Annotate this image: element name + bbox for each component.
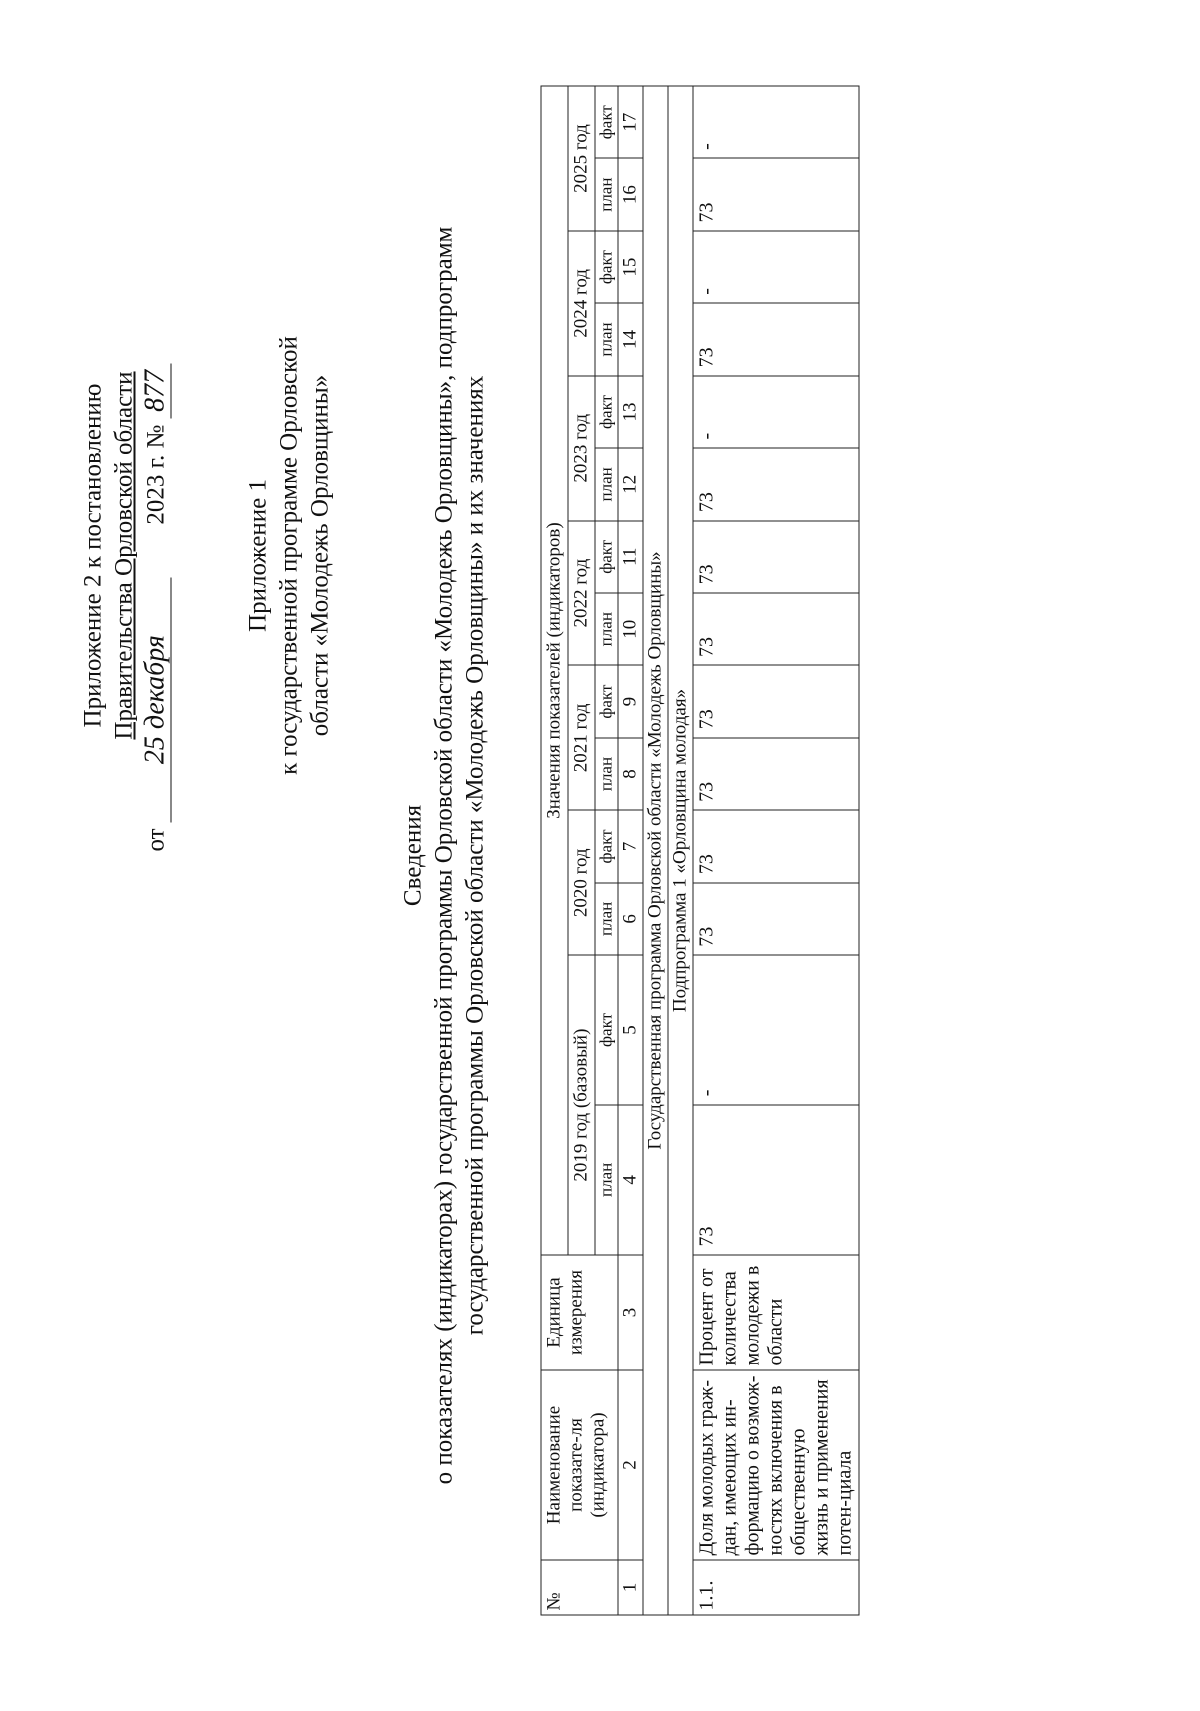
value-cell: 73 [693, 738, 859, 811]
section-program-title: Государственная программа Орловской области «Молодежь Орловщины» [643, 86, 668, 1615]
fact-header: факт [595, 86, 618, 158]
section-subprogram-title: Подпрограмма 1 «Орловщина молодая» [668, 86, 693, 1615]
value-cell: 73 [693, 521, 859, 593]
fact-header: факт [595, 231, 618, 303]
index-cell: 1 [618, 1560, 643, 1615]
col-header-name: Наименование показате-ля (индикатора) [541, 1370, 618, 1560]
value-cell: - [693, 376, 859, 448]
indicators-table [541, 86, 860, 1616]
index-cell: 6 [618, 883, 643, 956]
plan-header: план [595, 448, 618, 521]
title-line2: о показателях (индикаторах) государственной программы Орловской области «Молодежь Орловщины», подпрограмм [430, 226, 458, 1485]
year-header: 2021 год [568, 666, 595, 811]
index-cell: 8 [618, 738, 643, 811]
index-cell: 10 [618, 593, 643, 666]
appendix-line1: Приложение 1 [244, 479, 272, 632]
index-cell: 14 [618, 303, 643, 376]
col-header-unit: Единица измерения [541, 1255, 618, 1370]
appendix-block [243, 246, 336, 866]
approval-line1: Приложение 2 к постановлению [79, 383, 107, 728]
index-cell: 15 [618, 231, 643, 303]
plan-header: план [595, 1105, 618, 1255]
index-cell: 17 [618, 86, 643, 158]
value-cell: 73 [693, 303, 859, 376]
index-cell: 13 [618, 376, 643, 448]
index-cell: 3 [618, 1255, 643, 1370]
title-line1: Сведения [399, 804, 427, 907]
value-cell: 73 [693, 810, 859, 882]
section-row-program [643, 86, 668, 1615]
fact-header: факт [595, 376, 618, 448]
col-header-values: Значения показателей (индикаторов) [541, 86, 568, 1255]
fact-header: факт [595, 955, 618, 1105]
index-cell: 5 [618, 955, 643, 1105]
value-cell: 73 [693, 666, 859, 738]
row-indicator-name: Доля молодых граж-дан, имеющих ин-формацию о возмож-ностях включения в общественную жизнь и применения потен-циала [693, 1370, 859, 1560]
plan-header: план [595, 593, 618, 666]
plan-header: план [595, 303, 618, 376]
year-label: 2023 г. № [142, 424, 170, 525]
value-cell: 73 [693, 448, 859, 521]
plan-header: план [595, 158, 618, 231]
year-header: 2025 год [568, 86, 595, 231]
index-cell: 2 [618, 1370, 643, 1560]
approval-block [78, 246, 172, 866]
index-cell: 16 [618, 158, 643, 231]
header-row-1 [541, 86, 568, 1615]
value-cell: 73 [693, 883, 859, 956]
row-number: 1.1. [693, 1560, 859, 1615]
index-cell: 4 [618, 1105, 643, 1255]
section-row-subprogram [668, 86, 693, 1615]
plan-header: план [595, 738, 618, 811]
value-cell: 73 [693, 158, 859, 231]
year-header: 2022 год [568, 521, 595, 666]
fact-header: факт [595, 666, 618, 738]
year-header: 2020 год [568, 810, 595, 955]
from-label: от [142, 828, 170, 852]
handwritten-date: 25 декабря [140, 577, 172, 822]
index-cell: 9 [618, 666, 643, 738]
fact-header: факт [595, 521, 618, 593]
appendix-line2: к государственной программе Орловской [275, 336, 303, 775]
plan-header: план [595, 883, 618, 956]
index-cell: 12 [618, 448, 643, 521]
table-row [693, 86, 859, 1615]
document-sheet [38, 66, 1163, 1646]
fact-header: факт [595, 810, 618, 882]
col-header-num: № [541, 1560, 618, 1615]
value-cell: 73 [693, 1105, 859, 1255]
value-cell: - [693, 86, 859, 158]
row-unit: Процент от количества молодежи в области [693, 1255, 859, 1370]
year-header: 2023 год [568, 376, 595, 521]
handwritten-number: 877 [140, 363, 172, 418]
document-title [398, 106, 491, 1606]
year-header: 2024 год [568, 231, 595, 376]
appendix-line3: области «Молодежь Орловщины» [306, 374, 334, 737]
value-cell: - [693, 955, 859, 1105]
column-index-row [618, 86, 643, 1615]
approval-line2: Правительства Орловской области [110, 371, 138, 740]
value-cell: 73 [693, 593, 859, 666]
index-cell: 7 [618, 810, 643, 882]
title-line3: государственной программы Орловской области «Молодежь Орловщины» и их значениях [461, 375, 489, 1336]
year-header: 2019 год (базовый) [568, 955, 595, 1255]
index-cell: 11 [618, 521, 643, 593]
approval-date-row [140, 246, 172, 866]
value-cell: - [693, 231, 859, 303]
